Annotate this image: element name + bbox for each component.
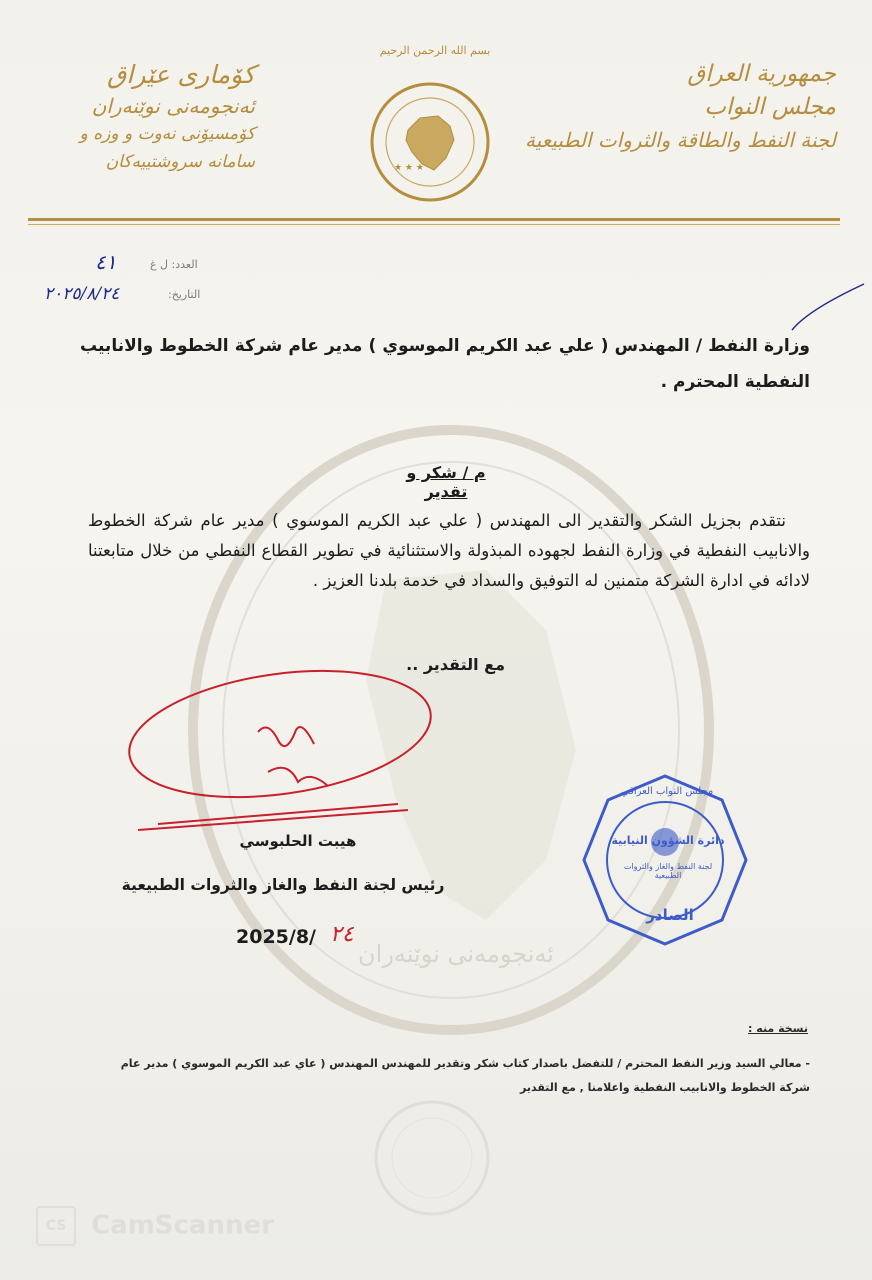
signer-title: رئيس لجنة النفط والغاز والثروات الطبيعية	[121, 876, 445, 894]
signed-date	[236, 926, 336, 948]
signed-date-printed: 2025/8/	[236, 926, 316, 948]
camscanner-logo-icon: CS	[36, 1206, 76, 1246]
stamp-middle-text: دائرة الشؤون النيابية	[611, 834, 725, 847]
header-rule	[28, 218, 840, 221]
number-value: ٤١	[95, 250, 117, 274]
stamp-outer-text: مجلس النواب العراقي	[620, 786, 714, 797]
letterhead-parliament: مجلس النواب	[704, 94, 836, 120]
camscanner-text: CamScanner	[91, 1210, 274, 1241]
letterhead-committee: لجنة النفط والطاقة والثروات الطبيعية	[524, 128, 836, 152]
copy-to-label: نسخة منه :	[748, 1022, 808, 1035]
letterhead-republic: جمهورية العراق	[687, 61, 836, 87]
stamp-bottom-text: الصادر	[646, 906, 694, 924]
stamp-inner-text: لجنة النفط والغاز والثروات الطبيعية	[623, 862, 713, 880]
svg-text:★ ★ ★: ★ ★ ★	[394, 163, 424, 173]
header-rule-thin	[28, 224, 840, 225]
letterhead-ku-parliament: ئەنجومەنى نوێنەران	[91, 94, 255, 118]
number-label: العدد: ل غ	[150, 258, 198, 271]
faint-bottom-emblem	[372, 1096, 492, 1220]
basmala: بسم الله الرحمن الرحيم	[379, 44, 491, 57]
letter-body: نتقدم بجزيل الشكر والتقدير الى المهندس ( علي عبد الكريم الموسوي ) مدير عام شركة الخطوط والانابيب النفطية في وزارة النفط لجهوده المبذولة والاستثنائية في تطوير القطاع النفطي من خلال متابعتنا لادائه في ادارة الشركة متمنين له التوفيق والسداد في خدمة بلدنا العزيز .	[88, 511, 810, 590]
signer-name: هيبت الحلبوسي	[239, 832, 357, 850]
signed-date-handwritten: ٢٤	[330, 922, 354, 947]
signature	[118, 660, 438, 840]
subject: م / شكر و تقدير	[406, 463, 486, 501]
date-value: ٢٠٢٥/٨/٢٤	[44, 284, 120, 304]
closing-regards: مع التقدير ..	[406, 655, 505, 674]
letterhead-kurdish	[55, 58, 255, 176]
camscanner-watermark	[36, 1206, 336, 1248]
letterhead-ku-republic: كۆمارى عێراق	[106, 60, 255, 89]
seal-watermark-text: ئەنجومەنى نوێنەران	[358, 940, 554, 968]
parliament-emblem	[368, 78, 492, 206]
date-label: التاريخ:	[168, 288, 201, 301]
addressee: وزارة النفط / المهندس ( علي عبد الكريم الموسوي ) مدير عام شركة الخطوط والانابيب النفطية المحترم .	[80, 336, 810, 392]
letterhead-ku-committee-1: كۆمسیۆنى نەوت و وزە و	[79, 124, 255, 144]
copy-to-text: - معالي السيد وزير النفط المحترم / للتفضل باصدار كتاب شكر وتقدير للمهندس المهندس ( عاي عبد الكريم الموسوي ) مدير عام شركة الخطوط والانابيب النفطية واعلامنا , مع التقدير	[120, 1057, 810, 1094]
letterhead-arabic	[524, 58, 836, 157]
letterhead-ku-committee-2: سامانە سروشتییەكان	[105, 152, 255, 172]
